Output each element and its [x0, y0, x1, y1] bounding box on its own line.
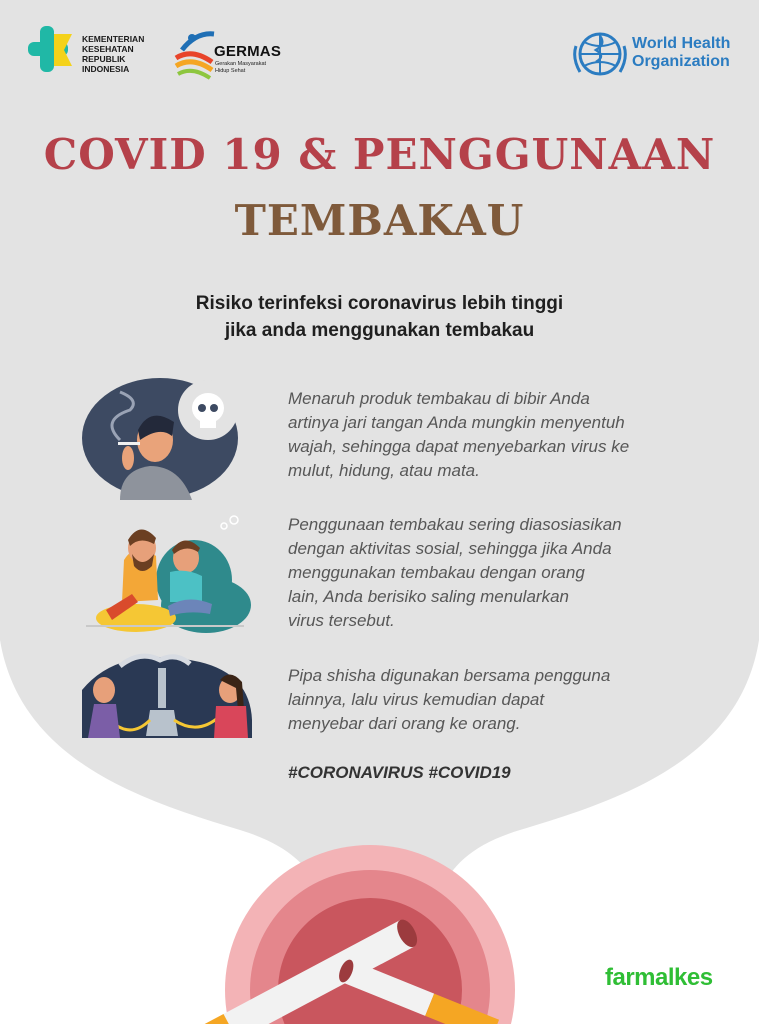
who-emblem-icon — [572, 28, 628, 80]
who-name: World Health Organization — [632, 35, 731, 70]
page-title-line1: COVID 19 & PENGGUNAAN — [43, 130, 716, 179]
page-title-line2: TEMBAKAU — [234, 196, 525, 245]
kemenkes-name: KEMENTERIAN KESEHATAN REPUBLIK INDONESIA — [82, 34, 145, 74]
friends-smoking-icon — [76, 510, 256, 635]
smoking-skull-icon — [80, 370, 250, 500]
info-text-1: Menaruh produk tembakau di bibir Anda artinya jari tangan Anda mungkin menyentuh wajah, sehingga dapat menyebarkan virus ke mulut, hidung, atau mata. — [288, 389, 630, 480]
germas-title: GERMAS — [214, 43, 282, 60]
germas-icon — [172, 28, 216, 80]
germas-subtitle: Gerakan Masyarakat Hidup Sehat — [215, 61, 267, 74]
info-text-2: Penggunaan tembakau sering diasosiasikan dengan aktivitas sosial, sehingga jika Anda menggunakan tembakau dengan orang lain, Anda berisiko saling menularkan virus tersebut. — [288, 515, 622, 630]
farmalkes-logo: farmalkes — [605, 964, 713, 991]
shisha-icon — [80, 650, 255, 745]
ashtray-cigarette-icon — [190, 840, 550, 1024]
hashtags: #CORONAVIRUS #COVID19 — [288, 763, 511, 782]
info-text-3: Pipa shisha digunakan bersama pengguna lainnya, lalu virus kemudian dapat menyebar dari orang ke orang. — [288, 666, 611, 733]
subtitle: Risiko terinfeksi coronavirus lebih tinggi jika anda menggunakan tembakau — [195, 293, 564, 341]
